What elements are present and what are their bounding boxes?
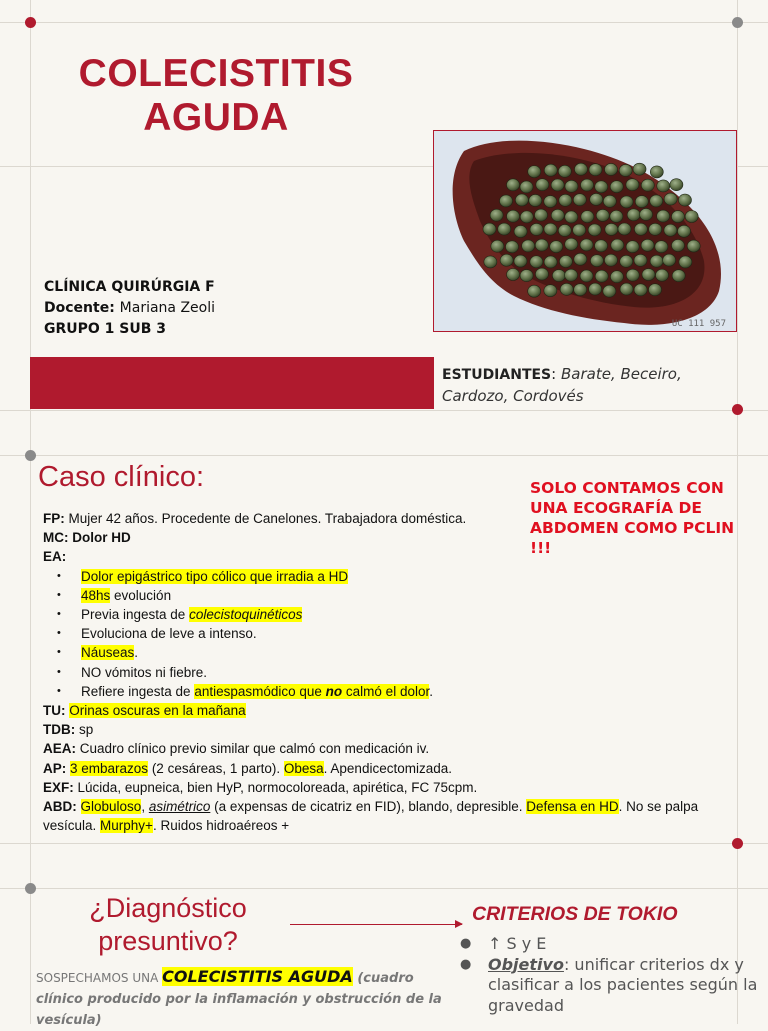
corner-dot (25, 883, 36, 894)
gallbladder-photo (433, 130, 737, 332)
list-item: ● Objetivo: unificar criterios dx y clasificar a los pacientes según la gravedad (460, 954, 758, 1015)
title-line: ¿Diagnóstico (89, 893, 247, 923)
title-line: AGUDA (143, 96, 289, 139)
corner-dot (25, 17, 36, 28)
photo-reference: UC 111 957 (671, 319, 726, 329)
section-title: Caso clínico: (38, 461, 205, 493)
page-title (34, 52, 398, 140)
gallbladder-image (434, 131, 737, 332)
divider (0, 22, 768, 23)
course-info (44, 277, 215, 340)
tu-line: TU: Orinas oscuras en la mañana (43, 703, 246, 719)
fp-line: FP: Mujer 42 años. Procedente de Canelones. Trabajadora doméstica. (43, 511, 467, 526)
case-text (43, 509, 743, 835)
section-title (58, 892, 278, 958)
ea-list (43, 567, 743, 701)
abd-line: ABD: Globuloso, asimétrico (a expensas de cicatriz en FID), blando, depresible. Defensa en HD. No se palpa vesícula. Murphy+. Ruidos hidroaéreos + (43, 799, 699, 834)
list-item: • Náuseas. (81, 643, 743, 662)
group-label: GRUPO 1 SUB 3 (44, 321, 167, 337)
arrow-icon (290, 924, 462, 925)
criteria-list (460, 934, 760, 1016)
corner-dot (732, 838, 743, 849)
ap-line: AP: 3 embarazos (2 cesáreas, 1 parto). Obesa. Apendicectomizada. (43, 760, 452, 776)
ea-line: EA: (43, 549, 67, 565)
list-item: • Refiere ingesta de antiespasmódico que no calmó el dolor. (81, 682, 743, 701)
divider (0, 410, 768, 411)
list-item: • Previa ingesta de colecistoquinéticos (81, 605, 743, 624)
divider (0, 455, 768, 456)
docente-label: Docente (44, 300, 110, 316)
exf-line: EXF: Lúcida, eupneica, bien HyP, normocoloreada, apirética, FC 75cpm. (43, 779, 478, 795)
docente: Docente: Mariana Zeoli (44, 300, 216, 316)
list-item: • Evoluciona de leve a intenso. (81, 624, 743, 643)
title-line: presuntivo? (98, 926, 238, 956)
docente-name: Mariana Zeoli (119, 300, 216, 316)
accent-bar (30, 357, 434, 409)
title-line: COLECISTITIS (78, 52, 354, 95)
suspicion-text: SOSPECHAMOS UNA COLECISTITIS AGUDA (cuadro clínico producido por la inflamación y obstrucción de la vesícula) (36, 967, 442, 1028)
mc-line: MC: Dolor HD (43, 530, 131, 546)
list-item: ● ↑ S y E (460, 934, 547, 953)
alert-text: SOLO CONTAMOS CON UNA ECOGRAFÍA DE ABDOMEN COMO PCLIN !!! (530, 479, 735, 557)
students: ESTUDIANTES: Barate, Beceiro, Cardozo, Cordovés (442, 365, 682, 405)
students-label: ESTUDIANTES (442, 367, 552, 383)
corner-dot (732, 17, 743, 28)
list-item: • NO vómitos ni fiebre. (81, 663, 743, 682)
tdb-line: TDB: sp (43, 722, 94, 738)
criteria-title: CRITERIOS DE TOKIO (472, 903, 678, 925)
bullet-icon: ● (460, 956, 472, 972)
bullet-icon: ● (460, 936, 472, 951)
aea-line: AEA: Cuadro clínico previo similar que calmó con medicación iv. (43, 741, 430, 757)
corner-dot (25, 450, 36, 461)
divider (0, 888, 768, 889)
divider (0, 843, 768, 844)
list-item: • Dolor epigástrico tipo cólico que irradia a HD (81, 567, 743, 586)
course-name: CLÍNICA QUIRÚRGIA F (44, 279, 215, 295)
list-item: • 48hs evolución (81, 586, 743, 605)
divider (30, 0, 31, 1024)
students-names: Barate, Beceiro, Cardozo, Cordovés (442, 365, 682, 405)
